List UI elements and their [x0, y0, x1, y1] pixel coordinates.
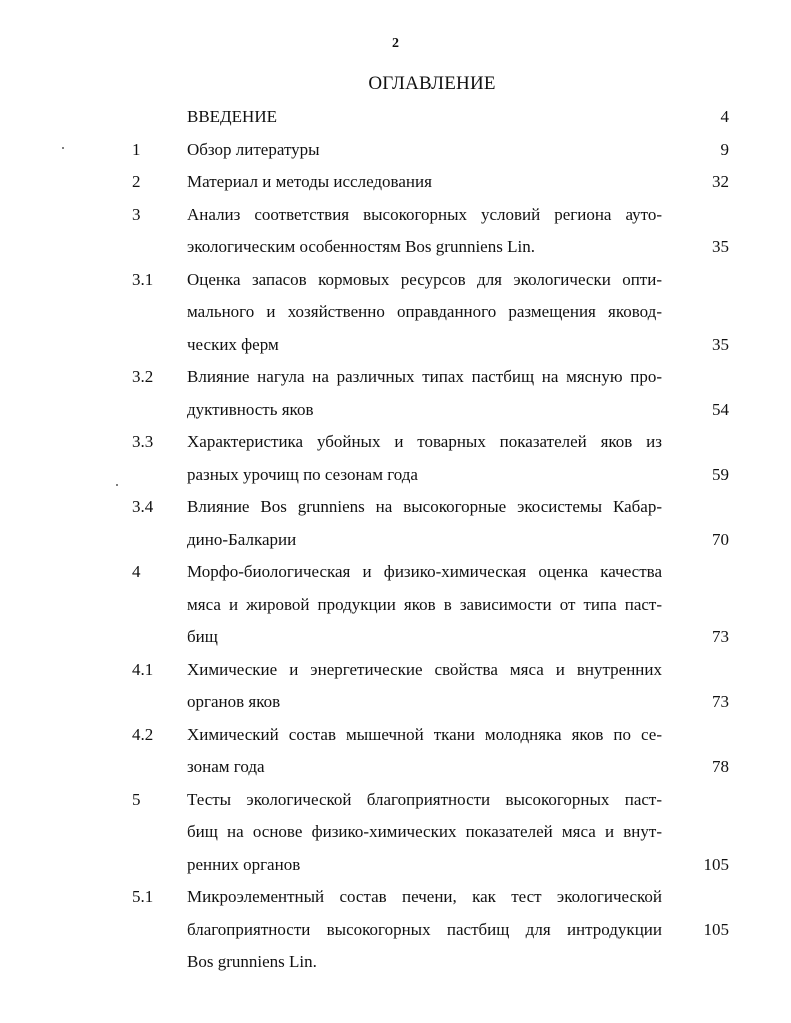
toc-entry-title [187, 491, 662, 556]
toc-entry-number: 1 [132, 139, 141, 159]
page-number: 2 [392, 36, 399, 51]
toc-entry-title-line: бищ на основе физико-химических показателей мяса и внут- [187, 822, 662, 841]
toc-entry-title-line: Анализ соответствия высокогорных условий региона ауто- [187, 204, 662, 224]
toc-entry-title-line: мяса и жировой продукции яков в зависимости от типа паст- [187, 594, 662, 614]
toc-entry [0, 426, 791, 491]
toc-entry-number: 4.1 [132, 659, 154, 679]
toc-entry-title-line: Химический состав мышечной ткани молодняка яков по се- [187, 724, 662, 744]
toc-entry-title [187, 654, 662, 719]
toc-entry-title-line: разных урочищ по сезонам года [187, 464, 418, 484]
toc-entry-page: 59 [712, 464, 729, 484]
toc-entry-number: 5.1 [132, 887, 154, 906]
toc-entry-title [187, 426, 662, 491]
toc-entry-title [187, 101, 662, 134]
toc-entry-page: 73 [712, 692, 729, 711]
toc-entry-number: 5 [132, 789, 141, 809]
scan-speck [116, 484, 118, 486]
toc-entry-title [187, 199, 662, 264]
toc-entry-title [187, 719, 662, 784]
toc-entry-page: 73 [712, 627, 729, 646]
toc-entry-title-line: дино-Балкарии [187, 529, 297, 549]
toc-entry [0, 101, 791, 134]
toc-entry-title [187, 361, 662, 426]
toc-entry-title-line: зонам года [187, 757, 265, 776]
toc-entry-title-line: экологическим особенностям Bos grunniens Lin. [187, 237, 535, 256]
toc-entry-number: 4.2 [132, 724, 154, 744]
toc-entry-title-line: Bos grunniens Lin. [187, 952, 317, 971]
toc-entry-page: 32 [712, 172, 729, 191]
toc-entry-title-line: органов яков [187, 692, 281, 711]
toc-entry-title-line: Тесты экологической благоприятности высокогорных паст- [187, 789, 662, 809]
toc-entry [0, 881, 791, 979]
toc-entry-page: 4 [720, 107, 729, 126]
toc-entry-title [187, 784, 662, 882]
toc-entry-title-line: Влияние Bos grunniens на высокогорные экосистемы Кабар- [187, 497, 662, 516]
toc-entry-title-line: Обзор литературы [187, 139, 320, 159]
toc-entry [0, 784, 791, 882]
toc-entry-page: 78 [712, 757, 729, 776]
toc-entry-number: 2 [132, 172, 141, 191]
toc-entry-title-line: Материал и методы исследования [187, 172, 432, 191]
toc-entry-title [187, 134, 662, 167]
toc-entry-title-line: ВВЕДЕНИЕ [187, 107, 277, 126]
scan-speck [62, 147, 64, 149]
toc-entry-title-line: ренних органов [187, 854, 301, 874]
toc-entry-title-line: бищ [187, 627, 218, 646]
toc-entry-title [187, 881, 662, 979]
toc-entry-title-line: благоприятности высокогорных пастбищ для интродукции [187, 919, 662, 939]
toc-entry [0, 166, 791, 199]
toc-entry [0, 264, 791, 362]
toc-entry-title-line: Оценка запасов кормовых ресурсов для экологически опти- [187, 269, 662, 289]
toc-entry-page: 54 [712, 399, 729, 419]
toc-entry-page: 35 [712, 237, 729, 256]
toc-entry-title-line: мального и хозяйственно оправданного размещения яковод- [187, 302, 662, 321]
toc-entry-title-line: Химические и энергетические свойства мяса и внутренних [187, 659, 662, 679]
toc-entry-number: 3.3 [132, 432, 154, 451]
toc-entry-title-line: дуктивность яков [187, 399, 314, 419]
toc-entry-number: 3.2 [132, 367, 154, 386]
toc-entry-number: 3 [132, 204, 141, 224]
toc-entry-title [187, 556, 662, 654]
toc-entry-title-line: ческих ферм [187, 334, 279, 354]
toc-entry [0, 491, 791, 556]
toc-entry-page: 70 [712, 529, 729, 549]
toc-entry [0, 199, 791, 264]
toc-entry-number: 4 [132, 562, 141, 581]
toc-entry-number: 3.4 [132, 497, 154, 516]
toc-entry-page: 9 [720, 139, 729, 159]
toc-title: ОГЛАВЛЕНИЕ [368, 73, 496, 94]
toc-entry-title [187, 166, 662, 199]
toc-entry-page: 105 [703, 854, 729, 874]
toc-entry-title-line: Характеристика убойных и товарных показателей яков из [187, 432, 662, 451]
toc-list [0, 101, 791, 979]
toc-entry-title-line: Микроэлементный состав печени, как тест экологической [187, 887, 662, 906]
toc-entry-title-line: Влияние нагула на различных типах пастбищ на мясную про- [187, 367, 662, 386]
toc-entry [0, 361, 791, 426]
toc-entry-number: 3.1 [132, 269, 154, 289]
toc-entry [0, 556, 791, 654]
toc-entry-page: 105 [703, 919, 729, 939]
toc-entry-title [187, 264, 662, 362]
toc-entry [0, 719, 791, 784]
toc-entry-title-line: Морфо-биологическая и физико-химическая оценка качества [187, 562, 662, 581]
toc-entry [0, 654, 791, 719]
toc-entry-page: 35 [712, 334, 729, 354]
toc-entry [0, 134, 791, 167]
